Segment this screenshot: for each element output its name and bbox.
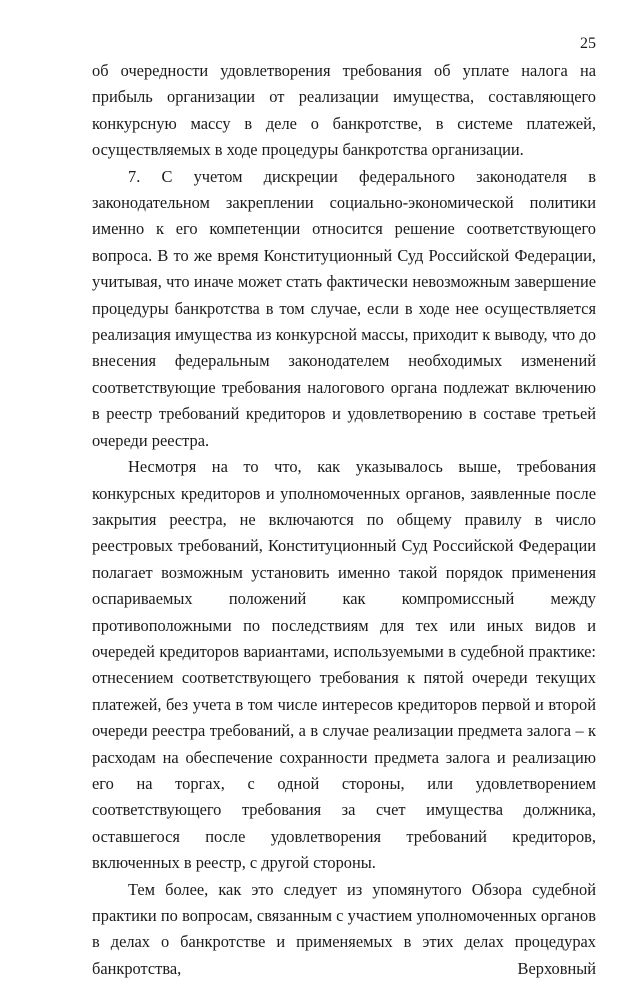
paragraph-compromise: Несмотря на то что, как указывалось выше, требования конкурсных кредиторов и уполномоченных органов, заявленные после закрытия реестра, не включаются по общему правилу в число реестровых требований, Конституционный Суд Российской Федерации полагает возможным установить именно такой порядок применения оспариваемых положений как компромиссный между противоположными по последствиям для тех или иных видов и очередей кредиторов вариантами, используемыми в судебной практике: отнесением соответствующего требования к пятой очереди текущих платежей, без учета в том числе интересов кредиторов первой и второй очереди реестра требований, а в случае реализации предмета залога – к расходам на обеспечение сохранности предмета залога и реализацию его на торгах, с одной стороны, или удовлетворением соответствующего требования за счет имущества должника, оставшегося после удовлетворения требований кредиторов, включенных в реестр, с другой стороны.: [92, 457, 596, 873]
document-body: [92, 58, 596, 982]
paragraph-review-reference: Тем более, как это следует из упомянутого Обзора судебной практики по вопросам, связанным с участием уполномоченных органов в делах о банкротстве и применяемых в этих делах процедурах банкротства, Верховный: [92, 879, 596, 978]
page-number: 25: [580, 35, 596, 52]
paragraph-7: 7. С учетом дискреции федерального законодателя в законодательном закреплении социально-экономической политики именно к его компетенции относится решение соответствующего вопроса. В то же время Конституционный Суд Российской Федерации, учитывая, что иначе может стать фактически невозможным завершение процедуры банкротства в том случае, если в ходе нее осуществляется реализация имущества из конкурсной массы, приходит к выводу, что до внесения федеральным законодателем необходимых изменений соответствующие требования налогового органа подлежат включению в реестр требований кредиторов и удовлетворению в составе третьей очереди реестра.: [92, 166, 596, 450]
paragraph-continuation: об очередности удовлетворения требования об уплате налога на прибыль организации от реализации имущества, составляющего конкурсную массу в деле о банкротстве, в системе платежей, осуществляемых в ходе процедуры банкротства организации.: [92, 61, 596, 160]
